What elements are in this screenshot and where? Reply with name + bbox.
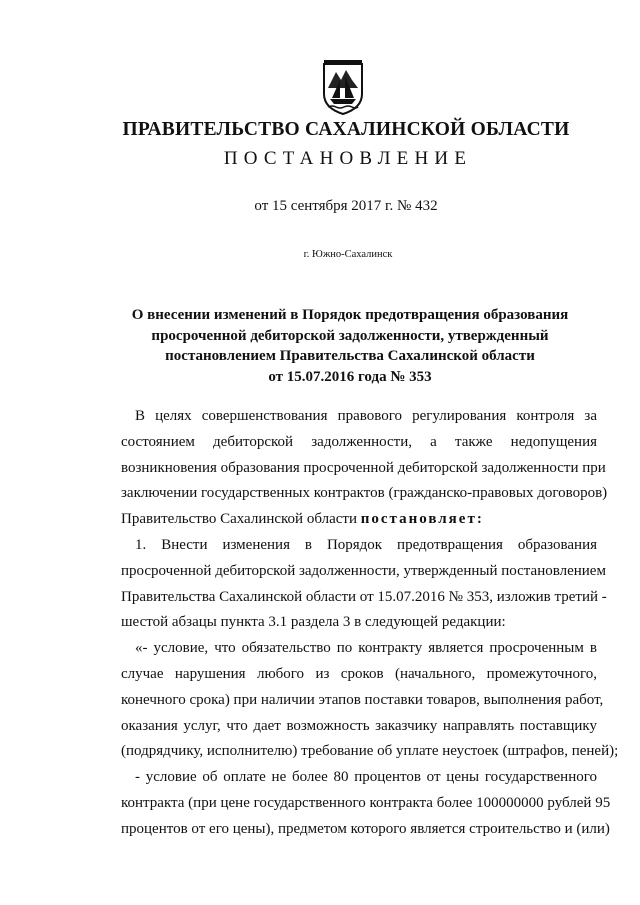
quote-2-paragraph (121, 765, 611, 842)
text-line: состоянием дебиторской задолженности, а также недопущения (121, 433, 597, 450)
text-line (121, 507, 597, 533)
sakhalin-coat-of-arms-icon (318, 58, 368, 116)
text-line: возникновения образования просроченной дебиторской задолженности при (121, 459, 606, 476)
subject-line: О внесении изменений в Порядок предотвращения образования (131, 307, 569, 323)
text-line: просроченной дебиторской задолженности, утвержденный постановлением (121, 562, 606, 579)
item-1-paragraph (121, 533, 607, 636)
text-line: контракта (при цене государственного контракта более 100000000 рублей 95 (121, 794, 611, 811)
resolves-prefix: Правительство Сахалинской области (121, 511, 361, 528)
text-line: шестой абзацы пункта 3.1 раздела 3 в следующей редакции: (121, 614, 506, 631)
text-line: оказания услуг, что дает возможность заказчику направлять поставщику (121, 717, 597, 734)
quote-1-paragraph (121, 636, 619, 765)
intro-paragraph (121, 404, 608, 533)
text-line: «- условие, что обязательство по контракту является просроченным в (135, 640, 597, 657)
text-line: - условие об оплате не более 80 процентов от цены государственного (135, 769, 597, 786)
document-place: г. Южно-Сахалинск (303, 249, 393, 260)
government-title: ПРАВИТЕЛЬСТВО САХАЛИНСКОЙ ОБЛАСТИ (122, 119, 570, 140)
document-body (121, 404, 619, 843)
subject-line: просроченной дебиторской задолженности, утвержденный (151, 327, 549, 344)
text-line: процентов от его цены), предметом которого является строительство и (или) (121, 820, 610, 837)
text-line: 1. Внести изменения в Порядок предотвращения образования (135, 536, 597, 553)
document-type: ПОСТАНОВЛЕНИЕ (223, 148, 473, 169)
text-line: В целях совершенствования правового регулирования контроля за (135, 408, 597, 424)
text-line: (подрядчику, исполнителю) требование об уплате неустоек (штрафов, пеней); (121, 743, 619, 760)
text-line: Правительства Сахалинской области от 15.07.2016 № 353, изложив третий - (121, 588, 607, 605)
text-line: случае нарушения любого из сроков (начального, промежуточного, (121, 665, 597, 682)
resolves-word: постановляет: (360, 511, 484, 528)
subject-line: постановлением Правительства Сахалинской области (165, 348, 535, 364)
text-line: конечного срока) при наличии этапов поставки товаров, выполнения работ, (121, 691, 604, 708)
document-date-number: от 15 сентября 2017 г. № 432 (254, 198, 438, 214)
subject-line: от 15.07.2016 года № 353 (268, 368, 432, 385)
text-line: заключении государственных контрактов (гражданско-правовых договоров) (121, 485, 608, 502)
document-subject (130, 305, 570, 387)
